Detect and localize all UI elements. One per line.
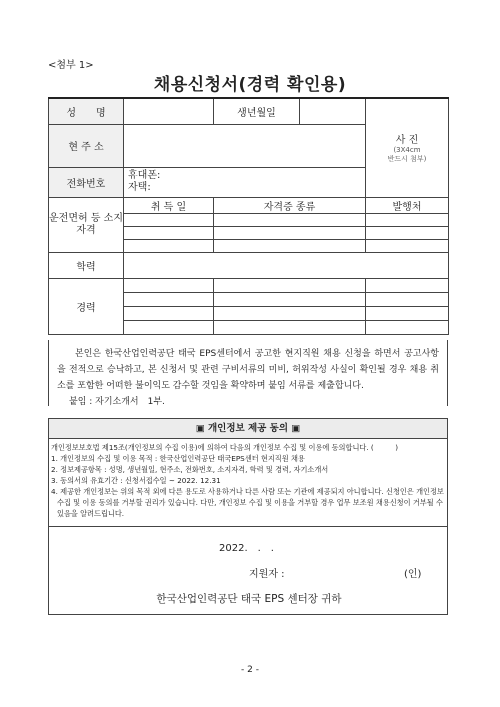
- career-cell[interactable]: [366, 320, 449, 334]
- addressee: 한국산업인력공단 태국 EPS 센터장 귀하: [156, 593, 342, 605]
- phone-label: 전화번호: [49, 167, 124, 197]
- license-cell[interactable]: [124, 213, 214, 226]
- name-label: 성 명: [49, 98, 124, 124]
- seal-mark: (인): [404, 569, 422, 580]
- photo-note: 반드시 첨부): [387, 155, 427, 164]
- career-cell[interactable]: [124, 278, 214, 292]
- license-cell[interactable]: [214, 226, 366, 239]
- career-cell[interactable]: [124, 320, 214, 334]
- career-cell[interactable]: [214, 278, 366, 292]
- consent-line: 3. 동의서의 유효기간 : 신청서접수일 ~ 2022. 12.31: [51, 476, 221, 485]
- address-field[interactable]: [124, 124, 366, 167]
- consent-line: 2. 정보제공항목 : 성명, 생년월일, 현주소, 전화번호, 소지자격, 학력 및 경력, 자기소개서: [51, 465, 329, 474]
- declaration-attachment: 붙임 : 자기소개서 1부.: [69, 397, 165, 407]
- applicant-label: 지원자 :: [249, 569, 285, 580]
- page-number: - 2 -: [241, 665, 259, 675]
- address-label: 현 주 소: [49, 124, 124, 167]
- license-cell[interactable]: [366, 226, 449, 239]
- birth-field[interactable]: [300, 98, 366, 124]
- name-field[interactable]: [124, 98, 214, 124]
- license-cell[interactable]: [214, 213, 366, 226]
- license-cell[interactable]: [214, 239, 366, 252]
- career-cell[interactable]: [366, 278, 449, 292]
- license-label: 운전면허 등 소지자격: [49, 197, 124, 252]
- career-cell[interactable]: [366, 292, 449, 306]
- education-field[interactable]: [124, 252, 449, 278]
- consent-line: 개인정보보호법 제15조(개인정보의 수집 이용)에 의하여 다음의 개인정보 수집 및 이용에 동의합니다. ( ): [51, 443, 399, 452]
- license-cell[interactable]: [366, 239, 449, 252]
- col-issuer: 발행처: [366, 197, 449, 213]
- consent-line: 1. 개인정보의 수집 및 이용 목적 : 한국산업인력공단 태국EPS센터 현지직원 채용: [51, 454, 305, 463]
- signature-box: [48, 527, 448, 615]
- page-title: 채용신청서(경력 확인용): [153, 75, 347, 95]
- attachment-label: <첨부 1>: [48, 60, 94, 71]
- photo-size: (3X4cm: [393, 146, 421, 155]
- col-license-type: 자격증 종류: [214, 197, 366, 213]
- career-cell[interactable]: [366, 306, 449, 320]
- photo-label: 사 진: [395, 135, 419, 147]
- career-cell[interactable]: [124, 306, 214, 320]
- career-cell[interactable]: [124, 292, 214, 306]
- signature-date[interactable]: 2022. . .: [219, 543, 274, 554]
- phone-field[interactable]: [124, 167, 366, 197]
- application-form-table: [48, 97, 449, 335]
- birth-label: 생년월일: [214, 98, 300, 124]
- photo-box: [366, 98, 449, 197]
- education-label: 학력: [49, 252, 124, 278]
- career-cell[interactable]: [214, 306, 366, 320]
- declaration-box: [48, 340, 448, 406]
- career-cell[interactable]: [214, 292, 366, 306]
- consent-header: ▣ 개인정보 제공 동의 ▣: [48, 418, 448, 439]
- declaration-text: 본인은 한국산업인력공단 태국 EPS센터에서 공고한 현지직원 채용 신청을 하면서 공고사항을 전적으로 승낙하고, 본 신청서 및 관련 구비서류의 미비, 허위작성 사실이 확인될 경우 채용 취소를 포함한 어떠한 불이익도 감수할 것임을 확약하며 붙임 서류를 제출합니다.: [57, 349, 439, 391]
- consent-line: 4. 제공한 개인정보는 위의 목적 외에 다른 용도로 사용하거나 다른 사람 또는 기관에 제공되지 아니합니다. 신청인은 개인정보 수집 및 이용 동의를 거부할 권리가 있습니다. 다만, 개인정보 수집 및 이용을 거부할 경우 업무 보조원 채용신청이 거부될 수 있음을 알려드립니다.: [51, 487, 444, 518]
- mobile-label: 휴대폰:: [128, 170, 161, 181]
- home-label: 자택:: [128, 182, 151, 193]
- license-cell[interactable]: [366, 213, 449, 226]
- consent-body: [48, 439, 448, 527]
- license-cell[interactable]: [124, 226, 214, 239]
- col-acquired: 취 득 일: [124, 197, 214, 213]
- career-cell[interactable]: [214, 320, 366, 334]
- career-label: 경력: [49, 278, 124, 334]
- license-cell[interactable]: [124, 239, 214, 252]
